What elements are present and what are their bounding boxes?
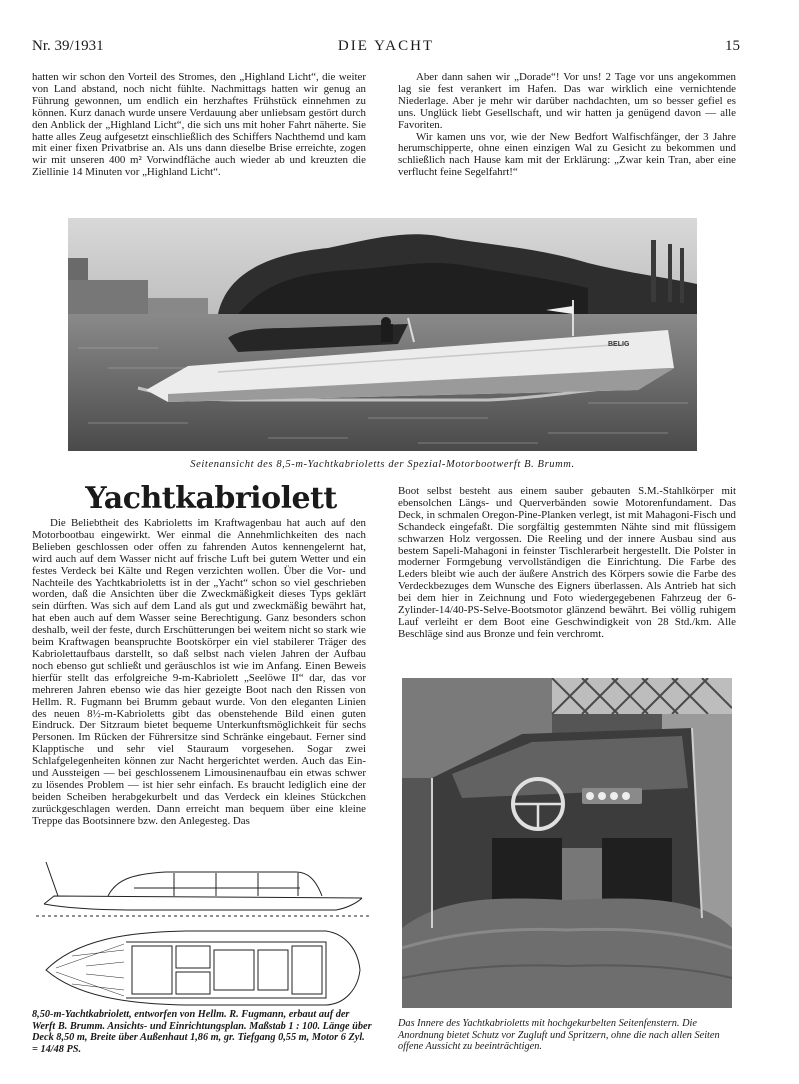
article-title: Yachtkabriolett: [85, 481, 337, 516]
article-right-paragraph: Boot selbst besteht aus einem sauber gebauten S.M.-Stahlkörper mit ebensolchen Längs- und Querverbänden sowie Motorenfundament. Das Deck, in schmalen Oregon-Pine-Planken verlegt, ist mit Mahagoni-Fisch und Schandeck eingefaßt. Die sorgfältig gestemmten Nähte sind mit flüssigem schwarzen Holz vergossen. Die Reeling und der innere Ausbau sind aus bestem Sapeli-Mahagoni in feinster Tischlerarbeit hergestellt. Die Polster in moderner Formgebung vervollständigen die Einrichtung. Die Farbe des Leders bleibt wie auch der äußere Anstrich des Körpers sowie die Farbe des Verdeckbezuges dem Wunsche des Eigners überlassen. Als Antrieb hat sich bei dem hier in Zeichnung und Foto wiedergegebenen Fahrzeug der 6-Zylinder-14/40-PS-Selve-Bootsmotor glänzend bewährt. Bei völlig ruhigem Lauf verleiht er dem Boot eine Geschwindigkeit von 28 Std./km. Alle Beschläge sind aus Bronze und fein verchromt.: [398, 485, 736, 640]
top-right-paragraph-1: Aber dann sahen wir „Dorade“! Vor uns! 2 Tage vor uns angekommen lag sie fest verankert im Hafen. Das war wirklich eine vernichtende Niederlage. Aber je mehr wir darüber nachdachten, um so besser gefiel es uns. Unglück liebt Gesellschaft, und wir hatten ja genügend davon — alle Favoriten.: [398, 71, 736, 131]
boat-side-photo: [68, 218, 697, 451]
top-right-paragraph-2: Wir kamen uns vor, wie der New Bedfort Walfischfänger, der 3 Jahre herumschipperte, ohne einen einzigen Wal zu Gesicht zu bekommen und schließlich nach Hause kam mit der Erklärung: „Zwar kein Tran, aber eine verflucht feine Segelfahrt!“: [398, 130, 736, 179]
article-left-paragraph: Die Beliebtheit des Kabrioletts im Kraftwagenbau hat auch auf den Motorbootbau eingewirkt. Wer einmal die Annehmlichkeiten des nach Belieben geschlossen oder offen zu fahrenden Autos kennengelernt hat, wird auch auf dem Wasser nicht auf frische Luft bei gutem Wetter und ein festes Verdeck bei Kälte und Regen verzichten wollen. Über die Vor- und Nachteile des Yachtkabrioletts ist in der „Yacht“ schon so viel geschrieben worden, daß die Ansichten über die Zweckmäßigkeit dieses Typs geklärt sein dürften. Was sich auf dem Land als gut und zweckmäßig bewährt hat, hat eben auch auf dem Wasser seine Berechtigung. Ganz besonders schon deshalb, weil der feste, durch Erschütterungen bei weitem nicht so stark wie beim Kraftwagen beanspruchte Bootskörper ein viel stabilerer Träger des Kabriolettaufbaus darstellt, so daß selbst nach vielen Jahren der Aufbau noch ebenso gut schließt und geräuschlos ist wie im Anfang. Einen Beweis hierfür stellt das erfolgreiche 9-m-Kabriolett „Seelöwe II“ dar, das vor mehreren Jahren ebenso wie das hier gezeigte Boot nach den Rissen von Hellm. R. Fugmann bei Brumm gebaut wurde. Von den eleganten Linien des neuen 8½-m-Kabrioletts gibt das obenstehende Bild einen guten Eindruck. Der Sitzraum bietet bequeme Unterkunftsmöglichkeit für sechs Personen. Im Rücken der Führersitze sind Schränke eingebaut. Ferner sind Klapptische und sehr viel Stauraum vorgesehen. Sogar zwei Schlafgelegenheiten können zur Nacht hergerichtet werden. Auch das Ein- und Aussteigen — bei geschlossenem Limousinenaufbau ein etwas schwer zu lösendes Problem — ist hier sehr einfach. Es braucht lediglich eine der beiden Scheiben herabgekurbelt und das Verdeck ein kleines Stückchen zurückgeschlagen werden. Dann erreicht man bequem über eine kleine Treppe das Bootsinnere bzw. den Anlegesteg. Das: [32, 517, 366, 827]
top-right-column: [398, 72, 736, 179]
page-number: 15: [725, 38, 740, 54]
boat-plan-drawing: [36, 858, 372, 1006]
boat-side-image: [68, 218, 697, 451]
article-left-column: [32, 518, 366, 828]
top-left-column: [32, 72, 366, 179]
hull-name-label: BELIG: [608, 341, 630, 348]
page-header: [32, 38, 740, 58]
issue-number: Nr. 39/1931: [32, 38, 104, 54]
boat-interior-image: [402, 678, 732, 1008]
drawing-caption: 8,50-m-Yachtkabriolett, entworfen von Hellm. R. Fugmann, erbaut auf der Werft B. Brumm. Ansichts- und Einrichtungsplan. Maßstab 1 : 100. Länge über Deck 8,50 m, Breite über Außenhaut 1,86 m, gr. Tiefgang 0,55 m, Motor 6 Zyl. = 14/48 PS.: [32, 1009, 372, 1055]
boat-interior-photo: [402, 678, 732, 1008]
boat-plan-image: [36, 858, 372, 1006]
side-photo-caption: Seitenansicht des 8,5-m-Yachtkabrioletts der Spezial-Motorbootwerft B. Brumm.: [190, 459, 575, 470]
magazine-title: DIE YACHT: [337, 38, 435, 54]
top-left-paragraph: hatten wir schon den Vorteil des Stromes, den „Highland Licht“, die weiter von Land abstand, noch nicht fühlte. Nachmittags hatten wir genug an Führung gewonnen, um endlich ein herzhaftes Frühstück einnehmen zu können. Kurz danach wurde unsere Verdauung aber unliebsam gestört durch den Anblick der „Highland Licht“, die sich uns mit hoher Fahrt näherte. Sie hatte alles Zeug aufgesetzt einschließlich des Schiffers Nachthemd und kam mit einer fixen Privatbrise an. Als uns dann dieselbe Brise erreichte, zogen wir mit unseren 400 m² Vorwindfläche auch wieder ab und kreuzten die Ziellinie 14 Minuten vor „Highland Licht“.: [32, 71, 366, 179]
interior-photo-caption: Das Innere des Yachtkabrioletts mit hochgekurbelten Seitenfenstern. Die Anordnung bietet Schutz vor Zugluft und Spritzern, ohne die nach allen Seiten offene Aussicht zu beeinträchtigen.: [398, 1018, 720, 1053]
article-right-column: [398, 486, 736, 641]
